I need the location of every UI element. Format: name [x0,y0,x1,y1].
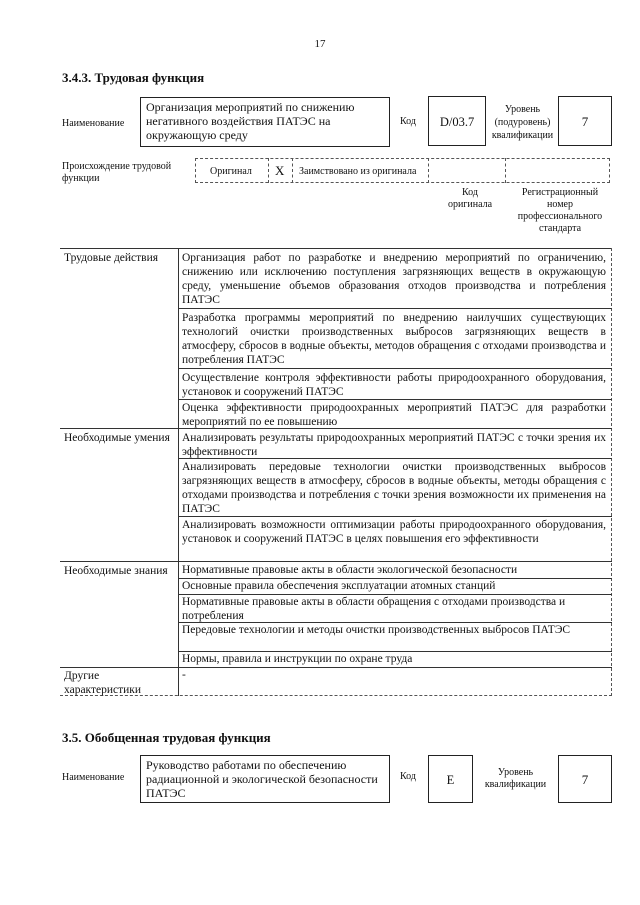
knowledge-item: Нормы, правила и инструкции по охране труда [182,653,413,665]
section-title-generalized: 3.5. Обобщенная трудовая функция [62,730,271,745]
level-value: 7 [581,114,589,129]
knowledge-item: Нормативные правовые акты в области обращения с отходами производства и потребления [182,596,566,622]
page-number: 17 [314,38,326,50]
borrowed-label: Заимствовано из оригинала [299,166,417,177]
generalized-name-box [140,755,390,803]
labor-function-table [60,248,612,698]
row-label-skills: Необходимые умения [64,432,170,444]
code-label: Код [400,116,416,127]
code-value: E [446,773,455,787]
original-label: Оригинал [210,166,252,177]
origin-label: Происхождение трудовой функции [62,161,172,184]
knowledge-item: Передовые технологии и методы очистки производственных выбросов ПАТЭС [182,624,571,636]
action-item: Осуществление контроля эффективности работы природоохранного оборудования, установок и сооружений ПАТЭС [182,372,606,398]
level-box [558,755,612,803]
name-label: Наименование [62,772,125,783]
row-label-knowledge: Необходимые знания [64,565,168,577]
other-item: - [182,669,186,681]
generalized-name-value: Руководство работами по обеспечению радиационной и экологической безопасности ПАТЭС [146,758,378,800]
row-label-actions: Трудовые действия [64,252,159,264]
code-value: D/03.7 [439,115,475,129]
function-name-box [140,97,390,147]
skill-item: Анализировать передовые технологии очистки производственных выбросов загрязняющих веществ в атмосферу, сбросов в водные объекты, методы обращения с отходами производства и потребления с точки зрения возможности их применения на ПАТЭС [182,461,606,515]
code-box [428,96,486,146]
original-mark: X [275,163,285,178]
row-label-other: Другие характеристики [64,670,142,696]
action-item: Оценка эффективности природоохранных мероприятий ПАТЭС для разработки мероприятий по ее повышению [182,402,606,428]
code-box [428,755,473,803]
knowledge-item: Основные правила обеспечения эксплуатации атомных станций [182,580,496,592]
skill-item: Анализировать результаты природоохранных мероприятий ПАТЭС с точки зрения их эффективности [182,432,606,458]
level-label: Уровень (подуровень) квалификации [491,104,554,141]
level-box [558,96,612,146]
level-value: 7 [581,772,589,787]
reg-number-label: Регистрационный номер профессионального стандарта [517,187,603,234]
action-item: Разработка программы мероприятий по внедрению наилучших существующих технологий очистки производственных выбросов загрязняющих веществ в атмосферу, сбросов в водные объекты, методов обращения с отходами производства и потребления ПАТЭС [182,312,606,366]
section-title: 3.4.3. Трудовая функция [62,70,205,85]
action-item: Организация работ по разработке и внедрению мероприятий по ограничению, снижению или исключению поступления загрязняющих веществ в окружающую среду, уменьшение объемов образования отходов производства и потребления ПАТЭС [182,252,606,306]
code-label: Код [400,771,416,782]
skill-item: Анализировать возможности оптимизации работы природоохранного оборудования, установок и сооружений ПАТЭС в целях повышения его эффективности [182,519,606,545]
knowledge-item: Нормативные правовые акты в области экологической безопасности [182,564,518,576]
level-label: Уровень квалификации [484,767,547,790]
function-name-value: Организация мероприятий по снижению негативного воздействия ПАТЭС на окружающую среду [146,100,355,142]
code-original-label: Код оригинала [447,187,493,210]
name-label: Наименование [62,118,125,129]
